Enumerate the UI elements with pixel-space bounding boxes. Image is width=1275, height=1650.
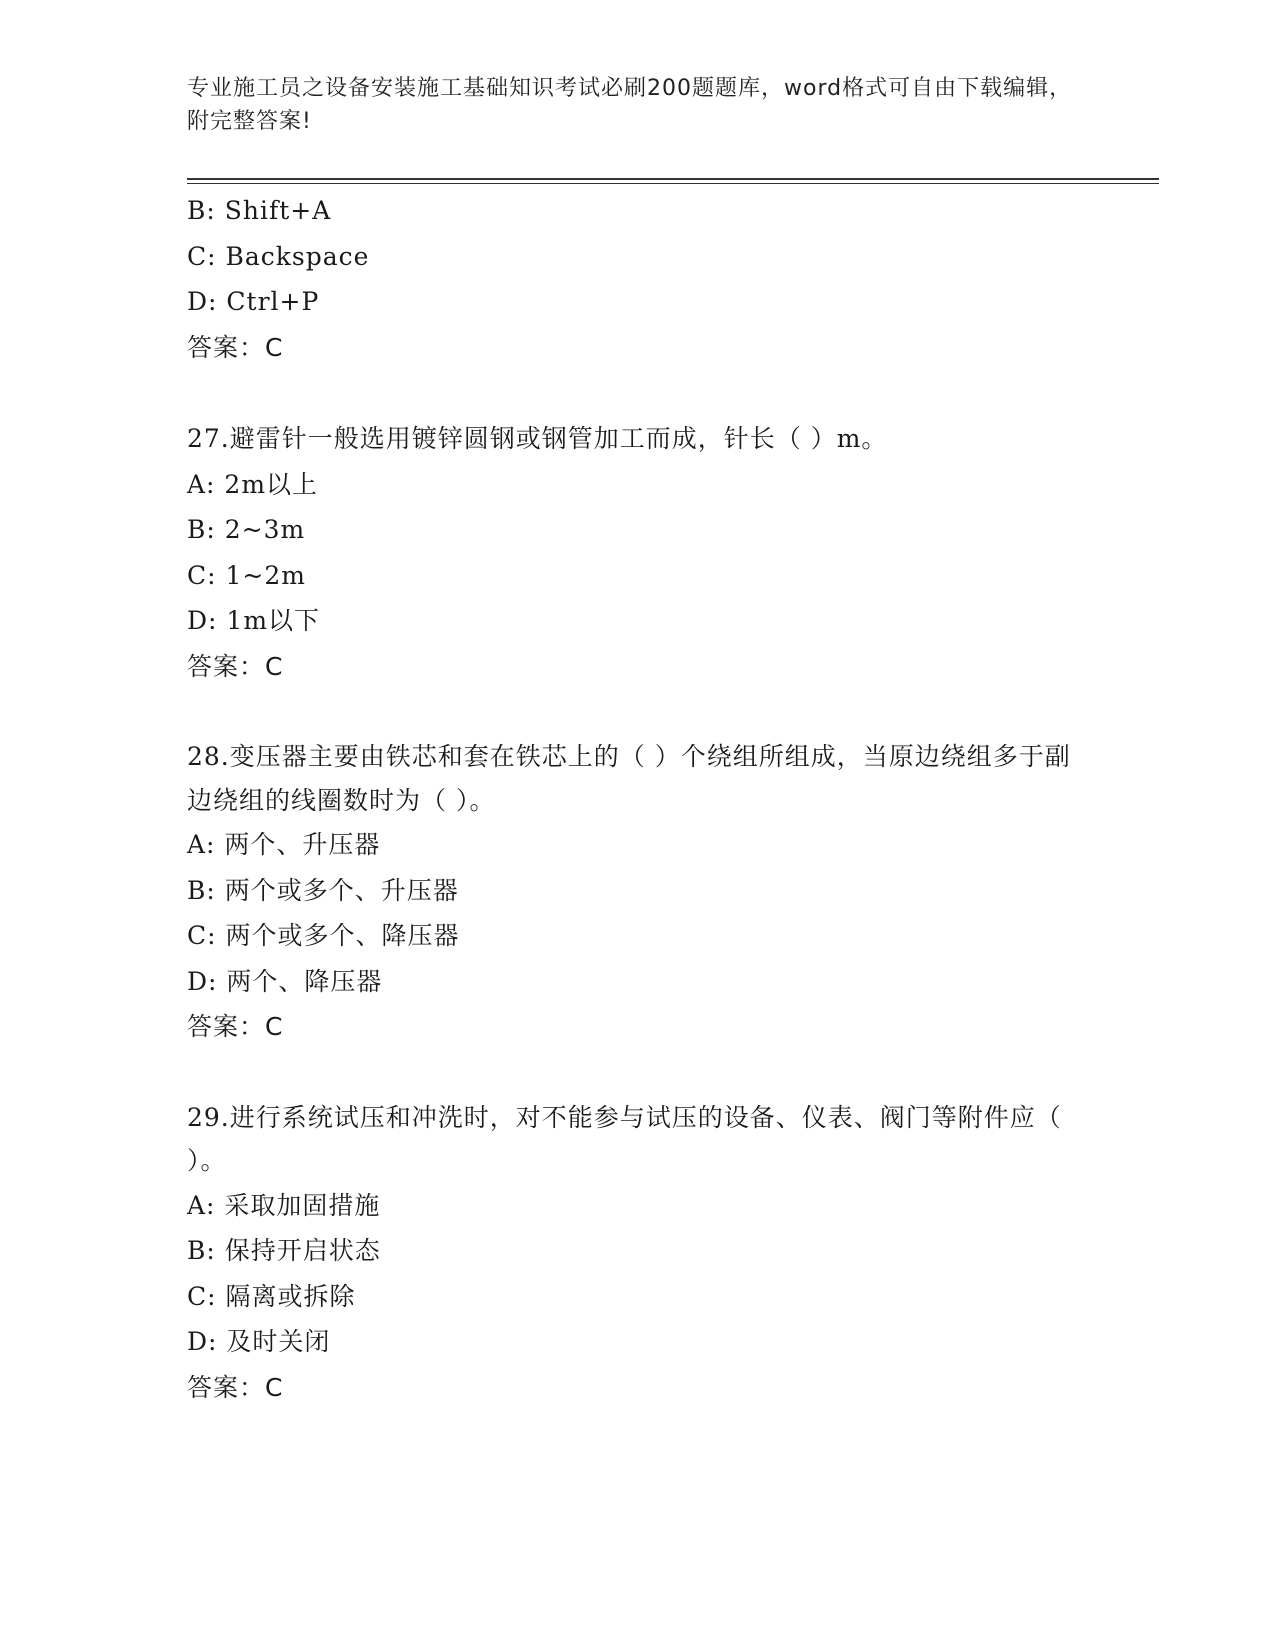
answer-line: 答案：C bbox=[187, 651, 284, 681]
option-c: C: 两个或多个、降压器 bbox=[187, 921, 460, 950]
answer-line: 答案：C bbox=[187, 1012, 284, 1041]
question-27-block bbox=[187, 416, 1087, 689]
document-body bbox=[187, 188, 1087, 1410]
option-d: D: Ctrl+P bbox=[187, 287, 320, 316]
document-header-title: 专业施工员之设备安装施工基础知识考试必刷200题题库，word格式可自由下载编辑，附完整答案! bbox=[187, 76, 1073, 134]
option-c: C: 1~2m bbox=[187, 560, 306, 590]
option-d: D: 1m以下 bbox=[187, 606, 321, 635]
question-29-block bbox=[187, 1096, 1087, 1411]
option-a: A: 两个、升压器 bbox=[187, 830, 381, 859]
option-b: B: Shift+A bbox=[187, 196, 332, 225]
option-d: D: 两个、降压器 bbox=[187, 966, 383, 996]
option-d: D: 及时关闭 bbox=[187, 1327, 331, 1356]
option-c: C: 隔离或拆除 bbox=[187, 1281, 356, 1311]
option-c: C: Backspace bbox=[187, 241, 370, 271]
header-divider bbox=[187, 178, 1159, 184]
question-26-block bbox=[187, 188, 1087, 370]
spacer bbox=[187, 689, 1087, 735]
question-stem: 27.避雷针一般选用镀锌圆钢或钢管加工而成，针长（ ）m。 bbox=[187, 424, 888, 453]
option-b: B: 2~3m bbox=[187, 515, 306, 544]
option-b: B: 两个或多个、升压器 bbox=[187, 875, 459, 905]
spacer bbox=[187, 370, 1087, 416]
answer-line: 答案：C bbox=[187, 332, 284, 362]
spacer bbox=[187, 1050, 1087, 1096]
option-b: B: 保持开启状态 bbox=[187, 1236, 381, 1265]
question-28-block bbox=[187, 735, 1087, 1050]
option-a: A: 采取加固措施 bbox=[187, 1190, 381, 1220]
question-stem: 29.进行系统试压和冲洗时，对不能参与试压的设备、仪表、阀门等附件应（ ）。 bbox=[187, 1102, 1062, 1175]
answer-line: 答案：C bbox=[187, 1372, 284, 1402]
option-a: A: 2m以上 bbox=[187, 469, 319, 499]
question-stem: 28.变压器主要由铁芯和套在铁芯上的（ ）个绕组所组成，当原边绕组多于副边绕组的线圈数时为（ ）。 bbox=[187, 742, 1071, 815]
